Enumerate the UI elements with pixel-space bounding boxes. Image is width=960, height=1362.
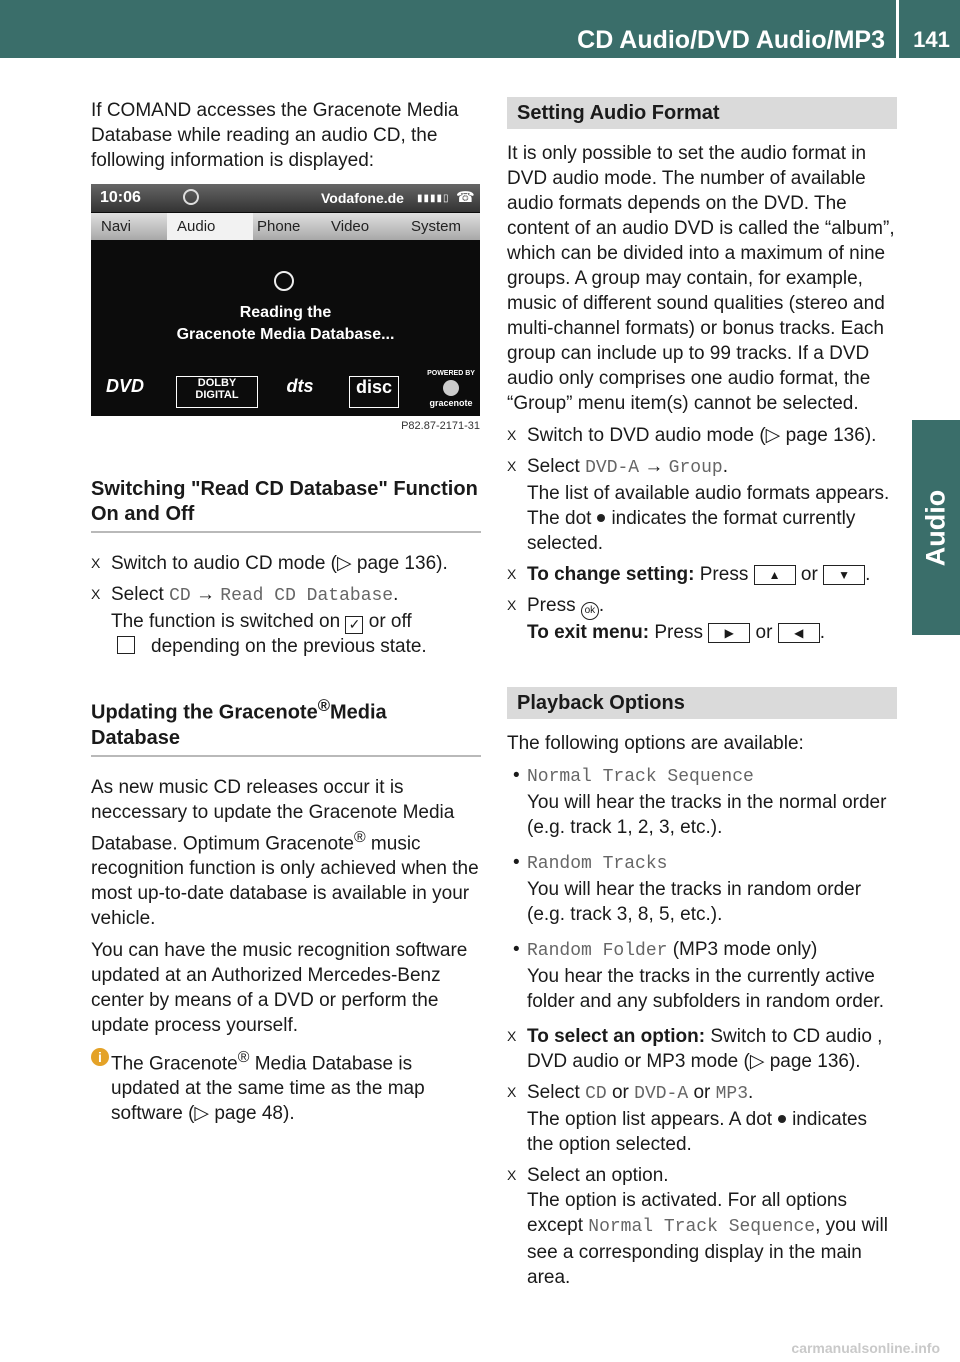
step-marker-icon: X (507, 597, 517, 613)
arrow: → (639, 456, 669, 477)
step (507, 593, 897, 645)
gracenote-icon (443, 380, 459, 396)
text: indicates the option selected. (527, 1109, 868, 1155)
page-ref-arrow-icon: ▷ (749, 1051, 770, 1072)
step-marker-icon: X (507, 566, 517, 582)
gracenote-logo: gracenote (429, 398, 473, 408)
option-name: Random Folder (527, 941, 668, 961)
step-text: or off (368, 611, 412, 632)
step-text: Select (111, 584, 170, 605)
step (507, 423, 897, 448)
text: or (795, 564, 824, 585)
chapter-title: CD Audio/DVD Audio/MP3 (577, 26, 885, 54)
step-marker-icon: X (507, 1028, 517, 1044)
bullet-icon: • (513, 765, 520, 786)
menu-system[interactable]: System (411, 218, 462, 235)
bullet-icon: • (513, 939, 520, 960)
page-ref[interactable]: page 136 (356, 553, 437, 574)
operator-name: Vodafone.de (321, 190, 404, 206)
menu-term: MP3 (715, 1084, 749, 1104)
step-marker-icon: X (507, 1084, 517, 1100)
paragraph: It is only possible to set the audio format in DVD audio mode. The number of available audio formats depends on the DVD. The content of an audio DVD is called the “album”, which can be divided into a maximum of nine groups. A group may contain, for example, music of different sound qualities (stereo and multi-channel formats) or bonus tracks. Each group can include up to 99 tracks. If a DVD audio only comprises one audio format, the “Group” menu item(s) cannot be selected. (507, 143, 895, 414)
side-tab (912, 420, 960, 635)
step-marker-icon: X (91, 586, 101, 602)
dolby-logo: DOLBY DIGITAL (176, 376, 258, 408)
menu-term: CD (169, 586, 191, 606)
option-desc: You will hear the tracks in random order (e.g. track 3, 8, 5, etc.). (527, 879, 862, 925)
page-number: 141 (913, 27, 950, 52)
figure-caption: P82.87-2171-31 (91, 420, 480, 440)
step-marker-icon: X (91, 555, 101, 571)
text: . (748, 1082, 754, 1103)
menu-phone[interactable]: Phone (257, 218, 301, 235)
text: . (598, 595, 605, 616)
bullet-dot-icon (597, 514, 605, 522)
info-icon: i (91, 1048, 109, 1066)
text: The option is activated. For all options except (527, 1190, 848, 1236)
menu-term: DVD-A (585, 458, 640, 478)
status-bar (91, 184, 480, 212)
menu-term: CD (585, 1084, 607, 1104)
text: or (688, 1082, 716, 1103)
text: ). (848, 1051, 861, 1072)
page-ref-arrow-icon: ▷ (765, 425, 786, 446)
step-text: . (393, 584, 399, 605)
section-heading: Setting Audio Format (507, 97, 897, 129)
text: Select (527, 1082, 586, 1103)
text: Switch to CD audio , DVD audio or MP3 mode ( (527, 1026, 883, 1072)
left-sections (91, 477, 481, 1132)
text: Media Database is updated at the same time as the map software ( (111, 1053, 425, 1125)
dts-logo: dts (286, 376, 314, 396)
step (91, 582, 481, 659)
option-desc: You hear the tracks in the currently active folder and any subfolders in random order. (527, 966, 884, 1012)
page-ref-arrow-icon: ▷ (337, 553, 357, 574)
left-column (91, 98, 483, 180)
section-heading: Playback Options (507, 687, 897, 719)
text: music recognition function is only achieved when the most up-to-date database is available in your vehicle. (91, 832, 479, 929)
step (507, 1080, 897, 1157)
signal-strength-icon: ▮▮▮▮▯ (417, 193, 450, 204)
bullet-icon: • (513, 852, 520, 873)
text: Switch to DVD audio mode ( (527, 425, 766, 446)
menu-bar (91, 213, 480, 240)
menu-term: Group (668, 458, 723, 478)
menu-navi[interactable]: Navi (101, 218, 132, 235)
text: Press (649, 622, 709, 643)
dvd-logo: DVD (105, 376, 144, 396)
text: ). (283, 1103, 295, 1125)
step (507, 1163, 897, 1290)
bold-label: To exit menu: (527, 622, 650, 643)
text: The list of available audio formats appears. The dot (527, 483, 890, 529)
paragraph: The following options are available: (507, 733, 804, 754)
text: Press (694, 564, 754, 585)
right-column (507, 97, 897, 1296)
paragraph: You can have the music recognition software updated at an Authorized Mercedes-Benz center by means of a DVD or perform the update process yourself. (91, 939, 468, 1036)
header-divider (896, 0, 899, 58)
menu-term: Normal Track Sequence (588, 1217, 816, 1237)
arrow: → (190, 584, 221, 605)
menu-video[interactable]: Video (331, 218, 370, 235)
disc-icon (183, 189, 199, 205)
paragraph (91, 775, 481, 931)
option-item (507, 850, 897, 927)
text: Press (527, 595, 581, 616)
option-desc: You will hear the tracks in the normal order (e.g. track 1, 2, 3, etc.). (527, 792, 887, 838)
option-name: Normal Track Sequence (527, 767, 754, 787)
comand-screenshot (91, 184, 480, 416)
heading-part: Media Database (91, 701, 387, 749)
checked-box-icon: ✓ (345, 616, 363, 634)
step-marker-icon: X (507, 1167, 517, 1183)
bold-label: To change setting: (527, 564, 695, 585)
option-item (507, 763, 897, 840)
section-heading: Switching "Read CD Database" Function On and Off (91, 478, 478, 525)
page-ref[interactable]: page 136 (785, 425, 865, 446)
text: ). (864, 425, 877, 446)
text: . (865, 564, 871, 585)
option-note: (MP3 mode only) (667, 939, 818, 960)
menu-term: Read CD Database (220, 586, 394, 606)
watermark: carmanualsonline.info (791, 1340, 940, 1356)
page-ref[interactable]: page 48 (214, 1103, 283, 1125)
option-item (507, 937, 897, 1014)
step (507, 1024, 897, 1074)
section-read-cd-db-heading-wrap (91, 477, 481, 533)
step-marker-icon: X (507, 427, 517, 443)
text: or (750, 622, 778, 643)
text: Select (527, 456, 586, 477)
compact-disc-logo: disc (349, 376, 399, 408)
registered-mark: ® (317, 696, 330, 715)
clock: 10:06 (100, 189, 141, 206)
step-marker-icon: X (507, 458, 517, 474)
registered-mark: ® (353, 828, 366, 846)
side-tab-label: Audio (920, 489, 951, 566)
text: . (819, 622, 825, 643)
bullet-dot-icon (778, 1115, 786, 1123)
right-key-icon: ▶ (708, 623, 750, 643)
down-key-icon: ▼ (823, 565, 865, 585)
bold-label: To select an option: (527, 1026, 706, 1047)
text: or (606, 1082, 635, 1103)
option-name: Random Tracks (527, 854, 668, 874)
page-header (0, 0, 960, 58)
up-key-icon: ▲ (754, 565, 796, 585)
powered-by-label: POWERED BY (427, 370, 475, 377)
page-ref-arrow-icon: ▷ (194, 1103, 215, 1125)
ok-button-icon: ok (581, 602, 599, 620)
text: Select an option. (527, 1165, 669, 1186)
step-text: The function is switched on (111, 611, 341, 632)
heading-part: Updating the Gracenote (91, 701, 318, 724)
text: As new music CD releases occur it is neccessary to update the Gracenote Media Database. Optimum Gracenote (91, 776, 455, 854)
step (507, 562, 897, 587)
empty-checkbox-icon (117, 636, 135, 654)
registered-mark: ® (237, 1048, 250, 1066)
power-icon (274, 271, 294, 291)
text: . (722, 456, 728, 477)
section-update-heading-wrap (91, 693, 481, 757)
page-ref[interactable]: page 136 (769, 1051, 849, 1072)
text: The option list appears. A dot (527, 1109, 773, 1130)
step (507, 454, 897, 556)
step (91, 551, 481, 576)
status-message-line2: Gracenote Media Database... (176, 326, 395, 343)
section-heading (91, 693, 481, 751)
menu-term: DVD-A (634, 1084, 689, 1104)
step-text: depending on the previous state. (151, 636, 427, 657)
step-text: Switch to audio CD mode ( (111, 553, 337, 574)
step-text: ). (436, 553, 448, 574)
left-key-icon: ◀ (778, 623, 820, 643)
text: indicates the format currently selected. (527, 508, 856, 554)
info-note (91, 1045, 481, 1126)
status-message-line1: Reading the (239, 304, 332, 321)
text: , you will see a corresponding display in the main area. (527, 1215, 888, 1288)
phone-icon: ☎ (456, 189, 475, 206)
intro-text: If COMAND accesses the Gracenote Media Database while reading an audio CD, the following information is displayed: (91, 100, 459, 171)
text: The Gracenote (111, 1053, 238, 1075)
menu-audio[interactable]: Audio (167, 213, 253, 240)
